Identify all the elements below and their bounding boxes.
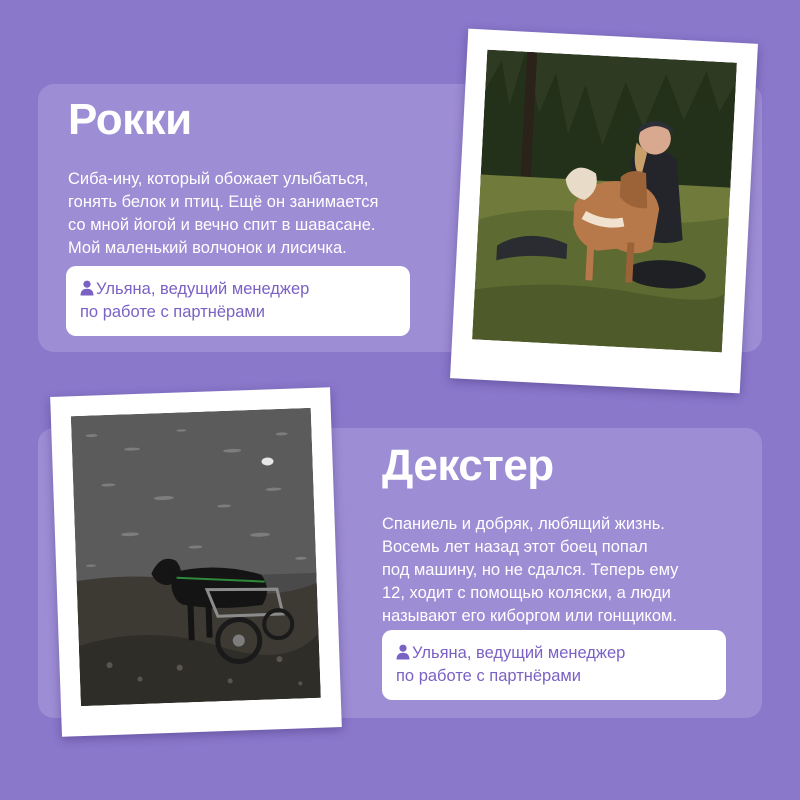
photo-dexter-image: [71, 408, 321, 706]
photo-rokki-image: [472, 50, 737, 353]
description-line: под машину, но не сдался. Теперь ему: [382, 561, 679, 579]
person-icon: [396, 644, 410, 660]
description-line: Мой маленький волчонок и лисичка.: [68, 239, 347, 257]
author-badge-rokki: [66, 266, 410, 336]
description-line: Восемь лет назад этот боец попал: [382, 538, 648, 556]
description-line: со мной йогой и вечно спит в шавасане.: [68, 216, 376, 234]
pet-description-dexter: [382, 513, 732, 628]
pet-name-rokki: Рокки: [68, 95, 192, 144]
pet-description-rokki: [68, 168, 408, 260]
person-icon: [80, 280, 94, 296]
author-badge-dexter: [382, 630, 726, 700]
description-line: называют его киборгом или гонщиком.: [382, 607, 677, 625]
author-line: по работе с партнёрами: [396, 667, 581, 685]
photo-frame-dexter: [50, 387, 342, 737]
author-line: Ульяна, ведущий менеджер: [96, 280, 310, 298]
photo-rokki: [472, 50, 737, 353]
description-line: Спаниель и добряк, любящий жизнь.: [382, 515, 665, 533]
author-line: по работе с партнёрами: [80, 303, 265, 321]
description-line: Сиба-ину, который обожает улыбаться,: [68, 170, 369, 188]
description-line: 12, ходит с помощью коляски, а люди: [382, 584, 671, 602]
photo-dexter: [71, 408, 321, 706]
description-line: гонять белок и птиц. Ещё он занимается: [68, 193, 379, 211]
pet-name-dexter: Декстер: [382, 441, 554, 490]
author-line: Ульяна, ведущий менеджер: [412, 644, 626, 662]
photo-frame-rokki: [450, 29, 758, 394]
